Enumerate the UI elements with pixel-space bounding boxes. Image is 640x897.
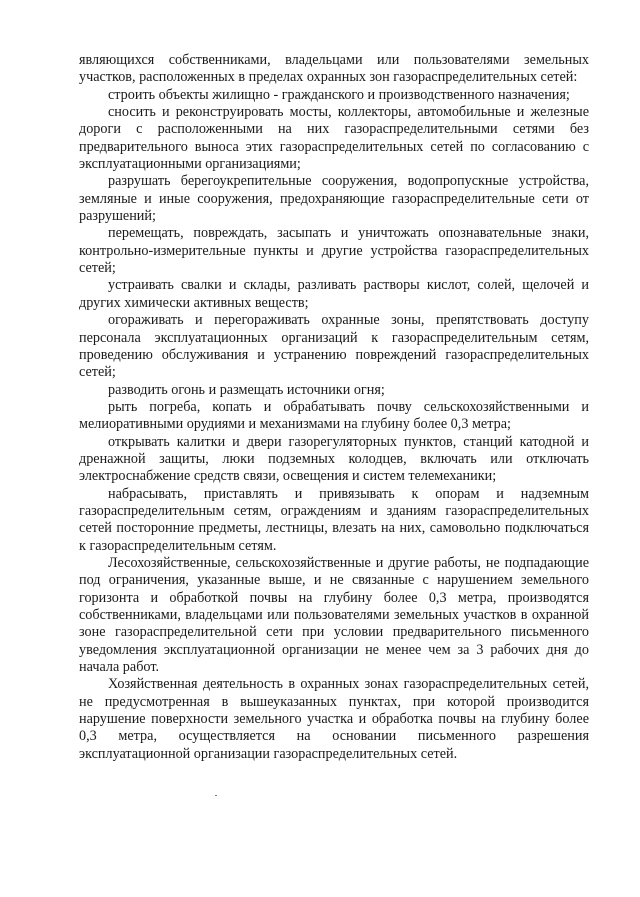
paragraph-forestry-works: Лесохозяйственные, сельскохозяйственные и другие работы, не подпадающие под ограничения, указанные выше, и не связанные с нарушением земельного горизонта и обработкой почвы на глубину более 0,3 метра, производятся собственниками, владельцами или пользователями земельных участков в охранной зоне газораспределительной сети при условии предварительного письменного уведомления эксплуатационной организации не менее чем за 3 рабочих дня до начала работ. — [79, 554, 589, 676]
paragraph-item-demolish: сносить и реконструировать мосты, коллекторы, автомобильные и железные дороги с расположенными на них газораспределительными сетями без предварительного выноса этих газораспределительных сетей по согласованию с эксплуатационными организациями; — [79, 104, 589, 173]
paragraph-item-digging: рыть погреба, копать и обрабатывать почву сельскохозяйственными и мелиоративными орудиями и механизмами на глубину более 0,3 метра; — [79, 398, 589, 433]
paragraph-item-attach-objects: набрасывать, приставлять и привязывать к опорам и надземным газораспределительным сетям, ограждениям и зданиям газораспределительных сетей посторонние предметы, лестницы, влезать на них, самовольно подключаться к газораспределительным сетям. — [79, 485, 589, 554]
paragraph-item-build: строить объекты жилищно - гражданского и производственного назначения; — [108, 86, 570, 103]
document-body — [79, 52, 589, 763]
paragraph-item-move-signs: перемещать, повреждать, засыпать и уничтожать опознавательные знаки, контрольно-измерительные пункты и другие устройства газораспределительных сетей; — [79, 225, 589, 277]
paragraph-item-fire: разводить огонь и размещать источники огня; — [108, 381, 385, 398]
paragraph-item-dumps: устраивать свалки и склады, разливать растворы кислот, солей, щелочей и других химически активных веществ; — [79, 277, 589, 311]
paragraph-intro: являющихся собственниками, владельцами или пользователями земельных участков, расположенных в пределах охранных зон газораспределительных сетей: — [79, 52, 589, 86]
paragraph-item-fencing: огораживать и перегораживать охранные зоны, препятствовать доступу персонала эксплуатационных организаций к газораспределительным сетям, проведению обслуживания и устранению повреждений газораспределительных сетей; — [79, 312, 589, 381]
paragraph-item-gates: открывать калитки и двери газорегуляторных пунктов, станций катодной и дренажной защиты, люки подземных колодцев, включать или отключать электроснабжение средств связи, освещения и систем телемеханики; — [79, 433, 589, 485]
paragraph-economic-activity: Хозяйственная деятельность в охранных зонах газораспределительных сетей, не предусмотренная в вышеуказанных пунктах, при которой производится нарушение поверхности земельного участка и обработка почвы на глубину более 0,3 метра, осуществляется на основании письменного разрешения эксплуатационной организации газораспределительных сетей. — [79, 676, 589, 762]
paragraph-item-destroy-structures: разрушать берегоукрепительные сооружения, водопропускные устройства, земляные и иные сооружения, предохраняющие газораспределительные сети от разрушений; — [79, 173, 589, 225]
scan-speck — [215, 795, 217, 796]
